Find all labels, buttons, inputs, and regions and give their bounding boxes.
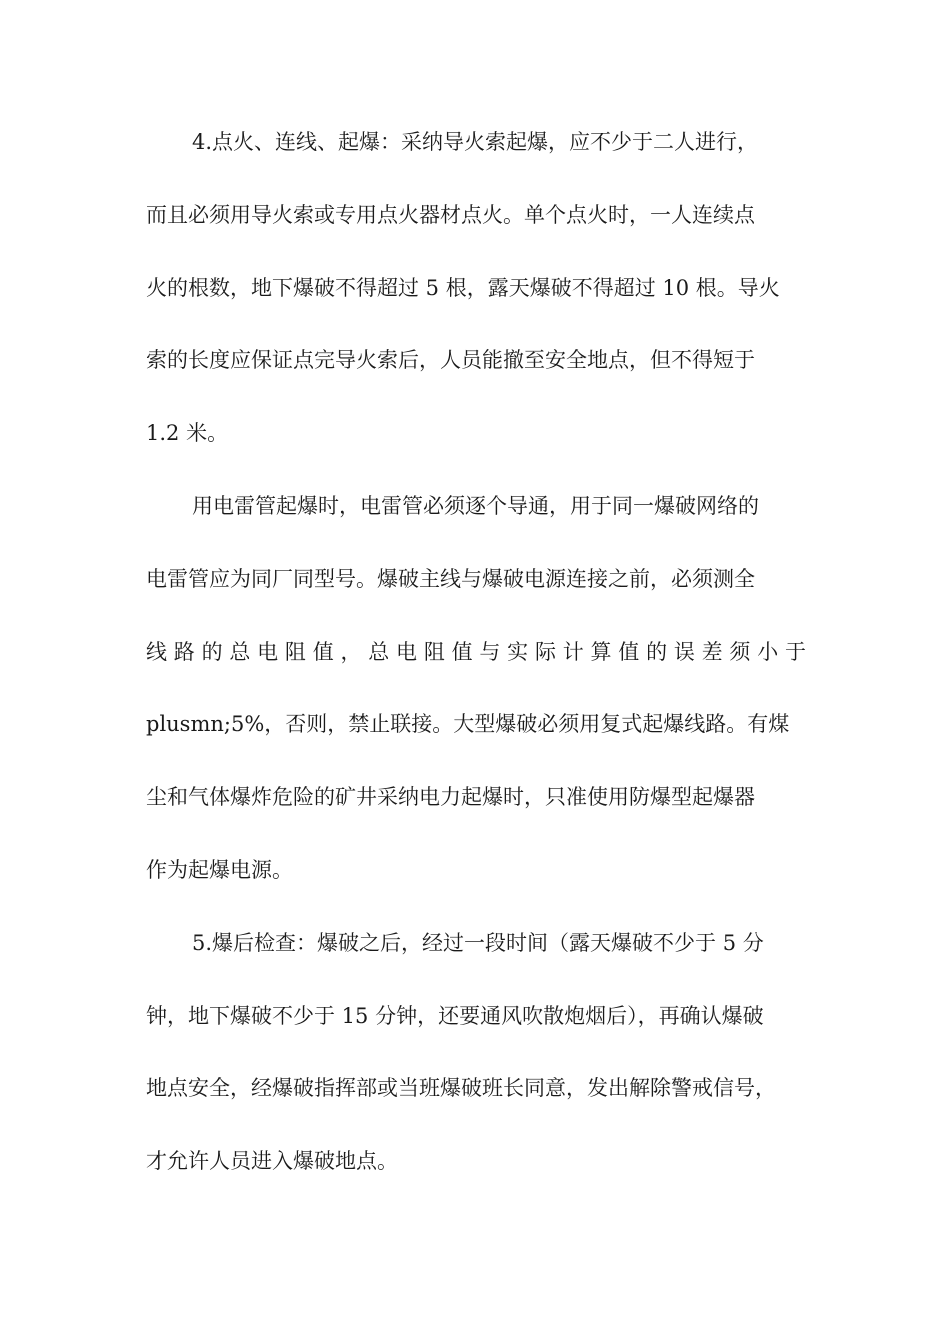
paragraph-1-line-2: 而且必须用导火索或专用点火器材点火。单个点火时，一人连续点 xyxy=(146,202,755,227)
paragraph-1-line-4: 索的长度应保证点完导火索后，人员能撤至安全地点，但不得短于 xyxy=(146,348,755,373)
paragraph-2-line-3: 线路的总电阻值，总电阻值与实际计算值的误差须小于 xyxy=(146,639,806,664)
paragraph-3-line-2: 钟，地下爆破不少于 15 分钟，还要通风吹散炮烟后），再确认爆破 xyxy=(146,1003,764,1028)
paragraph-2-line-2: 电雷管应为同厂同型号。爆破主线与爆破电源连接之前，必须测全 xyxy=(146,566,755,591)
document-body xyxy=(146,130,806,1222)
paragraph-3-line-4: 才允许人员进入爆破地点。 xyxy=(146,1149,398,1174)
paragraph-1-line-1: 4.点火、连线、起爆：采纳导火索起爆，应不少于二人进行， xyxy=(192,130,759,154)
paragraph-1-line-3: 火的根数，地下爆破不得超过 5 根，露天爆破不得超过 10 根。导火 xyxy=(146,275,780,300)
paragraph-2-line-5: 尘和气体爆炸危险的矿井采纳电力起爆时，只准使用防爆型起爆器 xyxy=(146,785,755,810)
paragraph-2-line-4: plusmn;5%，否则，禁止联接。大型爆破必须用复式起爆线路。有煤 xyxy=(146,712,790,737)
paragraph-2-line-1: 用电雷管起爆时，电雷管必须逐个导通，用于同一爆破网络的 xyxy=(192,493,759,518)
paragraph-2-line-6: 作为起爆电源。 xyxy=(146,857,293,882)
paragraph-3-line-3: 地点安全，经爆破指挥部或当班爆破班长同意，发出解除警戒信号， xyxy=(146,1076,776,1101)
paragraph-3-line-1: 5.爆后检查：爆破之后，经过一段时间（露天爆破不少于 5 分 xyxy=(192,930,764,955)
paragraph-1-line-5: 1.2 米。 xyxy=(146,421,229,446)
